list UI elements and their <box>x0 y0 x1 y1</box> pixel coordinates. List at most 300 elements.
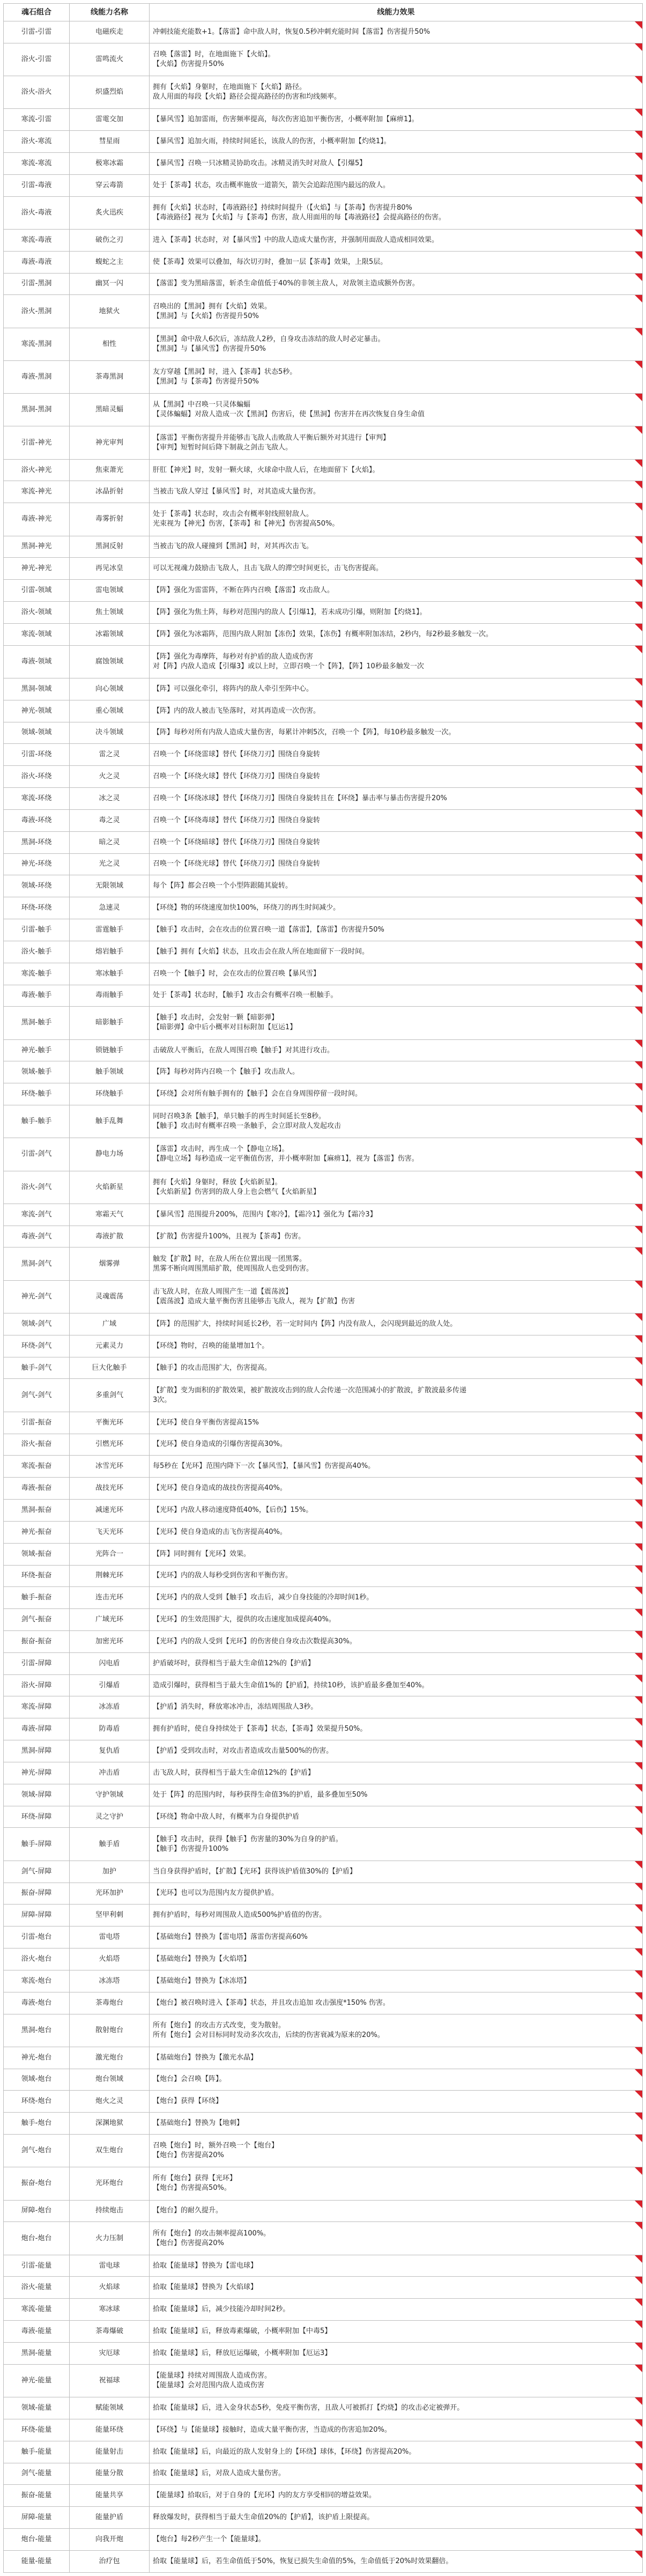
effect-line: 拾取【能量球】后，释放毒素爆破，小概率附加【中毒5】 <box>153 2327 332 2336</box>
ability-name: 触手盾 <box>70 1828 150 1861</box>
ability-name: 茶毒炮台 <box>70 1992 150 2014</box>
effect-line: 肝肛【神光】时，发射一颗火球，火球命中敌人后，在地面留下【火焰】。 <box>153 466 380 474</box>
ability-effect <box>150 426 643 459</box>
effect-line: 【触手】攻击时有概率召唤一条触手，会立即对敌人发起攻击 <box>153 1122 341 1131</box>
effect-line: 护盾破坏时，获得相当于最大生命值12%的【护盾】 <box>153 1659 315 1667</box>
table-row <box>4 536 643 558</box>
soulstone-combo: 引雷-炮台 <box>4 1927 70 1948</box>
ability-name: 相性 <box>70 328 150 360</box>
corner-flag-icon <box>635 1226 642 1234</box>
ability-name: 元素灵力 <box>70 1335 150 1357</box>
ability-name: 毒雾折射 <box>70 503 150 536</box>
effect-line: 【阵】的范围扩大，持续时间延长2秒，若一定时间内【阵】内没有敌人，会闪现到最近的敌人处。 <box>153 1319 457 1328</box>
table-row <box>4 229 643 251</box>
ability-effect <box>150 251 643 273</box>
ability-effect <box>150 1948 643 1970</box>
ability-name: 毒液扩散 <box>70 1226 150 1248</box>
soulstone-combo: 浴火-剑气 <box>4 1171 70 1204</box>
table-row <box>4 809 643 831</box>
effect-line: 【触手】攻击时，会在攻击的位置召唤一道【落雷】，【落雷】伤害提升50% <box>153 925 384 934</box>
ability-name: 祝福球 <box>70 2364 150 2397</box>
corner-flag-icon <box>635 1335 642 1343</box>
corner-flag-icon <box>635 328 642 336</box>
table-row <box>4 152 643 174</box>
ability-effect <box>150 602 643 624</box>
effect-line: 【炮台】伤害提高50%。 <box>153 2184 231 2193</box>
effect-line: 【震荡波】造成大量平衡伤害且能够击飞敌人，视为【扩散】伤害 <box>153 1297 355 1305</box>
ability-effect <box>150 152 643 174</box>
effect-line: 【光环】的生效范围扩大，提供的攻击速度加成提高40%。 <box>153 1615 336 1624</box>
soulstone-combo: 振奋-振奋 <box>4 1631 70 1653</box>
ability-effect <box>150 766 643 788</box>
corner-flag-icon <box>635 2091 642 2098</box>
corner-flag-icon <box>635 1281 642 1288</box>
effect-line: 释放爆发时，获得相当于最大生命值20%的【护盾】，该护盾上限提高。 <box>153 2513 374 2522</box>
ability-effect <box>150 1478 643 1500</box>
corner-flag-icon <box>635 2551 642 2558</box>
table-row <box>4 1674 643 1696</box>
effect-line: 召唤一个【环绕雷球】替代【环绕刀刃】围绕自身旋转 <box>153 750 321 759</box>
ability-name: 平衡光环 <box>70 1412 150 1434</box>
table-row <box>4 1718 643 1740</box>
ability-name: 能量护盾 <box>70 2507 150 2529</box>
table-row <box>4 766 643 788</box>
ability-name: 雷电球 <box>70 2255 150 2277</box>
ability-effect <box>150 229 643 251</box>
ability-name: 冰雪光环 <box>70 1456 150 1478</box>
table-row <box>4 2069 643 2091</box>
ability-effect <box>150 1806 643 1828</box>
ability-effect <box>150 196 643 229</box>
soulstone-combo: 引雷-神光 <box>4 426 70 459</box>
ability-name: 茶毒爆破 <box>70 2321 150 2343</box>
ability-effect <box>150 623 643 645</box>
ability-effect <box>150 941 643 963</box>
ability-name: 黑暗灵蝠 <box>70 394 150 426</box>
table-row <box>4 1313 643 1335</box>
effect-line: 击飞敌人时，在敌人周围产生一道【震荡波】 <box>153 1287 293 1296</box>
effect-line: 拾取【能量球】后，若生命值低于50%，恢复已损失生命值的5%，生命值低于20%时效果翻倍。 <box>153 2557 453 2565</box>
ability-name: 防毒盾 <box>70 1718 150 1740</box>
ability-name: 向心领域 <box>70 678 150 700</box>
ability-effect <box>150 1039 643 1061</box>
table-row <box>4 2113 643 2135</box>
effect-line: 【光环】内的敌人受到【触手】攻击后，减少自身技能的冷却时间1秒。 <box>153 1593 374 1602</box>
effect-line: 【炮台】伤害提高20% <box>153 2239 224 2247</box>
corner-flag-icon <box>635 1313 642 1321</box>
ability-name: 引燃光环 <box>70 1434 150 1456</box>
ability-effect <box>150 1587 643 1609</box>
table-row <box>4 76 643 109</box>
effect-line: 【落雷】攻击时，再生成一个【静电立场】。 <box>153 1145 289 1154</box>
ability-name: 暗之灵 <box>70 831 150 853</box>
corner-flag-icon <box>635 481 642 489</box>
soulstone-combo: 剑气-能量 <box>4 2463 70 2485</box>
corner-flag-icon <box>635 394 642 401</box>
soulstone-combo: 浴火-黑洞 <box>4 295 70 328</box>
soulstone-combo: 能量-能量 <box>4 2550 70 2572</box>
ability-name: 多重剑气 <box>70 1379 150 1412</box>
corner-flag-icon <box>635 2201 642 2208</box>
corner-flag-icon <box>635 1379 642 1386</box>
effect-line: 当被击飞的敌人碰撞到【黑洞】时，对其再次击飞。 <box>153 542 314 551</box>
corner-flag-icon <box>635 2047 642 2055</box>
ability-name: 守护领域 <box>70 1784 150 1806</box>
corner-flag-icon <box>635 252 642 259</box>
soulstone-combo: 剑气-屏障 <box>4 1861 70 1883</box>
soulstone-combo: 振奋-屏障 <box>4 1883 70 1905</box>
corner-flag-icon <box>635 2255 642 2263</box>
ability-effect <box>150 2397 643 2419</box>
table-row <box>4 1948 643 1970</box>
corner-flag-icon <box>635 361 642 368</box>
corner-flag-icon <box>635 1061 642 1069</box>
table-row <box>4 1609 643 1631</box>
soulstone-combo: 领域-振奋 <box>4 1543 70 1565</box>
soulstone-combo: 屏障-屏障 <box>4 1905 70 1927</box>
ability-effect <box>150 1762 643 1784</box>
corner-flag-icon <box>635 536 642 544</box>
effect-line: 【护盾】受到攻击时，对攻击者造成攻击量500%的伤害。 <box>153 1747 333 1755</box>
ability-effect <box>150 1434 643 1456</box>
table-row <box>4 875 643 897</box>
corner-flag-icon <box>635 2485 642 2492</box>
soulstone-combo: 浴火-环绕 <box>4 766 70 788</box>
soulstone-combo: 神光-屏障 <box>4 1762 70 1784</box>
ability-effect <box>150 394 643 426</box>
corner-flag-icon <box>635 602 642 609</box>
effect-line: 使【茶毒】效果可以叠加，每次切刃时，叠加一层【茶毒】效果，上限5层。 <box>153 257 388 266</box>
ability-effect <box>150 1927 643 1948</box>
table-row <box>4 2550 643 2572</box>
ability-name: 治疗包 <box>70 2550 150 2572</box>
soulstone-combo: 寒流-屏障 <box>4 1696 70 1718</box>
ability-name: 飞天光环 <box>70 1521 150 1543</box>
effect-line: 所有【炮台】的攻击频率提高100%。 <box>153 2229 271 2238</box>
ability-name: 冲击盾 <box>70 1762 150 1784</box>
effect-line: 所有【炮台】的攻击方式改变，变为散射。 <box>153 2021 286 2029</box>
ability-effect <box>150 1500 643 1522</box>
ability-effect <box>150 2135 643 2167</box>
effect-line: 拾取【能量球】后，释放厄运爆破，小概率附加【厄运3】 <box>153 2349 332 2357</box>
ability-name: 能量射击 <box>70 2441 150 2463</box>
effect-line: 【触手】的攻击范围扩大，伤害提高。 <box>153 1363 272 1372</box>
soulstone-combo: 浴火-引雷 <box>4 43 70 76</box>
soulstone-combo: 环绕-触手 <box>4 1083 70 1105</box>
ability-name: 烟雾弹 <box>70 1248 150 1280</box>
table-row <box>4 1379 643 1412</box>
effect-line: 【阵】强化为毒摩阵，每秒对有护盾的敌人造成伤害 <box>153 652 314 661</box>
table-row <box>4 426 643 459</box>
effect-line: 【扩散】变为面积的扩散效果，被扩散波攻击到的敌人会传递一次范围减小的扩散波，扩散波最多传递 <box>153 1386 467 1394</box>
soulstone-combo: 引雷-剑气 <box>4 1138 70 1171</box>
corner-flag-icon <box>635 1007 642 1014</box>
corner-flag-icon <box>635 963 642 971</box>
ability-effect <box>150 1543 643 1565</box>
corner-flag-icon <box>635 2321 642 2328</box>
ability-name: 雷电领域 <box>70 580 150 602</box>
effect-line: 【阵】强化为冰霜阵，范围内敌人附加【冻伤】效果，【冻伤】有概率附加冻结，2秒内，每2秒最多触发一次。 <box>153 630 493 638</box>
ability-name: 雷電交加 <box>70 109 150 131</box>
soulstone-combo: 炮台-能量 <box>4 2529 70 2551</box>
ability-name: 雷鸣流火 <box>70 43 150 76</box>
soulstone-combo: 寒流-能量 <box>4 2299 70 2321</box>
ability-effect <box>150 131 643 153</box>
table-row <box>4 1784 643 1806</box>
table-row <box>4 1762 643 1784</box>
ability-effect <box>150 1379 643 1412</box>
soulstone-combo: 浴火-神光 <box>4 459 70 481</box>
ability-name: 冰之灵 <box>70 788 150 810</box>
ability-name: 重心领域 <box>70 700 150 722</box>
corner-flag-icon <box>635 897 642 905</box>
ability-effect <box>150 1521 643 1543</box>
table-row <box>4 1883 643 1905</box>
ability-effect <box>150 831 643 853</box>
table-row <box>4 2364 643 2397</box>
table-row <box>4 273 643 295</box>
ability-name: 灵魂震荡 <box>70 1280 150 1313</box>
table-row <box>4 744 643 766</box>
soulstone-combo: 屏障-炮台 <box>4 2200 70 2222</box>
corner-flag-icon <box>635 1762 642 1770</box>
soulstone-combo: 寒流-毒液 <box>4 229 70 251</box>
corner-flag-icon <box>635 1138 642 1146</box>
effect-line: 拥有【火焰】状态时，【毒液路径】持续时间提升（【火焰】与【茶毒】伤害提升80% <box>153 203 412 212</box>
corner-flag-icon <box>635 678 642 686</box>
corner-flag-icon <box>635 274 642 281</box>
table-row <box>4 1500 643 1522</box>
ability-name: 荆棘光环 <box>70 1565 150 1587</box>
ability-effect <box>150 1412 643 1434</box>
soulstone-combo: 毒液-毒液 <box>4 251 70 273</box>
effect-line: 所有【炮台】获得【光环】 <box>153 2174 237 2183</box>
soulstone-combo: 环绕-剑气 <box>4 1335 70 1357</box>
table-row <box>4 722 643 744</box>
ability-name: 寒冰触手 <box>70 963 150 985</box>
table-row <box>4 328 643 360</box>
ability-name: 雷霆触手 <box>70 919 150 941</box>
ability-name: 能量共享 <box>70 2485 150 2507</box>
effect-line: 拾取【能量球】替换为【火焰球】 <box>153 2283 258 2292</box>
table-row <box>4 623 643 645</box>
table-row <box>4 985 643 1007</box>
ability-name: 闪电盾 <box>70 1652 150 1674</box>
ability-effect <box>150 1905 643 1927</box>
ability-effect <box>150 1828 643 1861</box>
ability-name: 无限领域 <box>70 875 150 897</box>
ability-name: 毒之灵 <box>70 809 150 831</box>
effect-line: 召唤【炮台】时，额外召唤一个【炮台】 <box>153 2142 279 2150</box>
ability-name: 熔岩触手 <box>70 941 150 963</box>
effect-line: 【炮台】每2秒产生一个【能量球】。 <box>153 2535 265 2543</box>
corner-flag-icon <box>635 1675 642 1682</box>
header-name: 线能力名称 <box>70 4 150 21</box>
ability-effect <box>150 360 643 393</box>
effect-line: 【审判】短暂时间后降下制裁之剑击飞敌人。 <box>153 443 293 452</box>
table-row <box>4 196 643 229</box>
effect-line: 【黑洞】与【暴风雪】伤害提升50% <box>153 344 266 353</box>
ability-name: 复仇盾 <box>70 1740 150 1762</box>
ability-effect <box>150 853 643 875</box>
ability-effect <box>150 897 643 919</box>
corner-flag-icon <box>635 1970 642 1978</box>
table-row <box>4 2222 643 2255</box>
effect-line: 进入【茶毒】状态时，对【暴风雪】中的敌人造成大量伤害，并强制用面敌人造成相同效果。 <box>153 235 439 244</box>
ability-effect <box>150 875 643 897</box>
corner-flag-icon <box>635 1948 642 1956</box>
soulstone-combo: 剑气-振奋 <box>4 1609 70 1631</box>
table-row <box>4 481 643 503</box>
corner-flag-icon <box>635 1806 642 1814</box>
corner-flag-icon <box>635 426 642 434</box>
table-row <box>4 174 643 196</box>
table-row <box>4 919 643 941</box>
ability-effect <box>150 788 643 810</box>
effect-line: 召唤一个【环绕光球】替代【环绕刀刃】围绕自身旋转 <box>153 860 321 868</box>
ability-effect <box>150 2113 643 2135</box>
ability-effect <box>150 1565 643 1587</box>
corner-flag-icon <box>635 2397 642 2405</box>
ability-effect <box>150 1313 643 1335</box>
effect-line: 黑雾不断向周围黑暗扩散，使周围敌人也受到伤害。 <box>153 1264 314 1273</box>
corner-flag-icon <box>635 1992 642 2000</box>
corner-flag-icon <box>635 2507 642 2514</box>
table-row <box>4 1652 643 1674</box>
table-row <box>4 2167 643 2200</box>
soulstone-combo: 寒流-黑洞 <box>4 328 70 360</box>
ability-effect <box>150 2419 643 2441</box>
effect-line: 对【阵】内敌人造成【引爆3】或以上时，立即召唤一个【阵】，【阵】10秒最多触发一次 <box>153 662 424 670</box>
ability-name: 赋能领域 <box>70 2397 150 2419</box>
ability-effect <box>150 963 643 985</box>
corner-flag-icon <box>635 1040 642 1047</box>
effect-line: 拾取【能量球】后，向最近的敌人发射身上的【环绕】球体，【环绕】伤害提高20%。 <box>153 2447 416 2456</box>
header-combo: 魂石组合 <box>4 4 70 21</box>
effect-line: 【基础炮台】替换为【雷电塔】落雷伤害提高60% <box>153 1933 308 1942</box>
table-row <box>4 2397 643 2419</box>
ability-effect <box>150 1357 643 1379</box>
table-row <box>4 2529 643 2551</box>
ability-effect <box>150 2529 643 2551</box>
effect-line: 【基础炮台】替换为【冰冻塔】 <box>153 1976 251 1985</box>
ability-name: 触手乱舞 <box>70 1105 150 1138</box>
corner-flag-icon <box>635 1828 642 1835</box>
effect-line: 【基础炮台】替换为【火焰塔】 <box>153 1954 251 1963</box>
table-row <box>4 2091 643 2113</box>
table-row <box>4 1171 643 1204</box>
corner-flag-icon <box>635 1609 642 1617</box>
effect-line: 【火焰】伤害提升50% <box>153 60 224 68</box>
ability-effect <box>150 43 643 76</box>
effect-line: 召唤一个【环绕冰球】替代【环绕刀刃】围绕自身旋转且在【环绕】暴击率与暴击伤害提升20% <box>153 794 447 802</box>
soulstone-combo: 黑洞-炮台 <box>4 2014 70 2047</box>
soulstone-combo: 寒流-环绕 <box>4 788 70 810</box>
ability-name: 广域光环 <box>70 1609 150 1631</box>
effect-line: 拥有护盾时，每秒对周围敌人造成500%护盾值的伤害。 <box>153 1911 326 1920</box>
ability-effect <box>150 2167 643 2200</box>
ability-effect <box>150 2200 643 2222</box>
ability-effect <box>150 580 643 602</box>
soulstone-combo: 触手-剑气 <box>4 1357 70 1379</box>
ability-effect <box>150 1105 643 1138</box>
table-row <box>4 1412 643 1434</box>
effect-line: 从【黑洞】中召唤一只灵体蝙蝠 <box>153 401 251 409</box>
soulstone-combo: 毒液-环绕 <box>4 809 70 831</box>
table-row <box>4 1565 643 1587</box>
effect-line: 【炮台】获得【环绕】 <box>153 2097 223 2106</box>
corner-flag-icon <box>635 131 642 138</box>
table-row <box>4 1828 643 1861</box>
table-row <box>4 1456 643 1478</box>
ability-name: 雷之灵 <box>70 744 150 766</box>
effect-line: 【阵】每秒对阵内召唤一个【触手】攻击敌人。 <box>153 1068 300 1076</box>
table-row <box>4 602 643 624</box>
ability-name: 极寒冰霜 <box>70 152 150 174</box>
table-row <box>4 2014 643 2047</box>
ability-effect <box>150 21 643 43</box>
table-row <box>4 2047 643 2069</box>
corner-flag-icon <box>635 1171 642 1179</box>
effect-line: 【灵体蝙蝠】对敌人造成一次【黑洞】伤害后，使【黑洞】伤害并在再次恢复自身生命值 <box>153 410 425 419</box>
ability-name: 能量环绕 <box>70 2419 150 2441</box>
ability-name: 炮火之灵 <box>70 2091 150 2113</box>
ability-effect <box>150 1696 643 1718</box>
corner-flag-icon <box>635 503 642 511</box>
ability-effect <box>150 1674 643 1696</box>
soulstone-combo: 环绕-屏障 <box>4 1806 70 1828</box>
corner-flag-icon <box>635 1522 642 1529</box>
effect-line: 拥有护盾时，使自身持续处于【茶毒】状态，【茶毒】效果提升50%。 <box>153 1725 367 1733</box>
table-row <box>4 503 643 536</box>
table-row <box>4 1927 643 1948</box>
table-row <box>4 360 643 393</box>
table-row <box>4 853 643 875</box>
effect-line: 【火焰新星】伤害到的敌人身上也会燃气【火焰新星】 <box>153 1187 321 1196</box>
corner-flag-icon <box>635 2113 642 2120</box>
soulstone-combo: 浴火-毒液 <box>4 196 70 229</box>
table-row <box>4 131 643 153</box>
table-row <box>4 1138 643 1171</box>
corner-flag-icon <box>635 2167 642 2175</box>
corner-flag-icon <box>635 460 642 467</box>
effect-line: 拾取【能量球】后，对敌人造成大量伤害。 <box>153 2469 286 2478</box>
corner-flag-icon <box>635 624 642 631</box>
ability-name: 炽盛烈焰 <box>70 76 150 109</box>
table-row <box>4 1357 643 1379</box>
ability-effect <box>150 1631 643 1653</box>
effect-line: 【能量球】拾取后，对于自身的【光环】内的友方享受相同的增益效果。 <box>153 2491 376 2500</box>
soulstone-combo: 领域-领域 <box>4 722 70 744</box>
ability-name: 炮台领域 <box>70 2069 150 2091</box>
soulstone-combo: 黑洞-能量 <box>4 2342 70 2364</box>
ability-effect <box>150 809 643 831</box>
ability-effect <box>150 1784 643 1806</box>
table-row <box>4 2342 643 2364</box>
ability-table <box>3 3 643 2573</box>
soulstone-combo: 环绕-能量 <box>4 2419 70 2441</box>
ability-name: 火焰塔 <box>70 1948 150 1970</box>
ability-effect <box>150 2321 643 2343</box>
ability-name: 蝮蛇之主 <box>70 251 150 273</box>
table-row <box>4 1226 643 1248</box>
table-row <box>4 1861 643 1883</box>
ability-effect <box>150 744 643 766</box>
effect-line: 【暴风雪】追加雷雨，伤害频率提高，每次伤害追加平衡伤害，小概率附加【麻痹1】。 <box>153 115 419 124</box>
corner-flag-icon <box>635 197 642 204</box>
soulstone-combo: 寒流-剑气 <box>4 1204 70 1226</box>
effect-line: 【静电立场】每秒造成一定平衡值伤害，并小概率附加【麻痹1】，视为【落雷】伤害。 <box>153 1155 419 1163</box>
